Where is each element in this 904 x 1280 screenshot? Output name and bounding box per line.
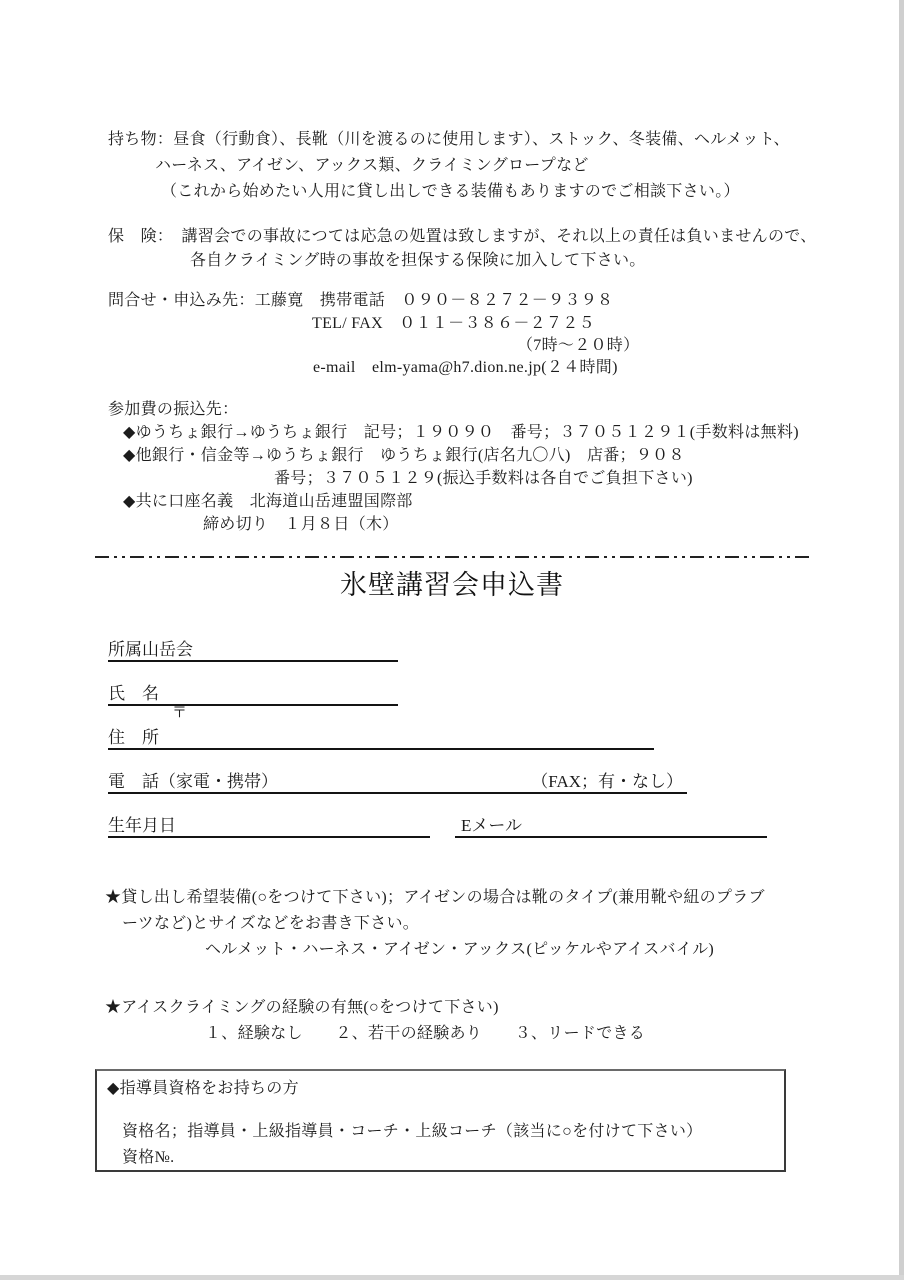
email-field-label: Eメール [461,816,523,835]
experience-heading: ★アイスクライミングの経験の有無(○をつけて下さい) [105,999,499,1016]
instructor-qualification-box [95,1069,786,1172]
contact-hours: （7時～２０時） [517,337,640,354]
experience-options[interactable]: １、経験なし ２、若干の経験あり ３、リードできる [205,1025,646,1042]
phone-field-label: 電 話（家電・携帯） [108,772,278,791]
name-field-label: 氏 名 [108,684,159,703]
insurance-line-1: 保 険： 講習会での事故につては応急の処置は致しますが、それ以上の責任は負いませんので、 [108,228,817,245]
form-title: 氷壁講習会申込書 [340,570,564,600]
payment-account-holder: ◆共に口座名義 北海道山岳連盟国際部 [123,493,413,510]
scan-edge-right [899,0,904,1280]
payment-line-3: 番号；３７０５１２９(振込手数料は各自でご負担下さい) [274,470,693,487]
insurance-line-2: 各自クライミング時の事故を担保する保険に加入して下さい。 [190,252,646,269]
equipment-line-2: ーツなど)とサイズなどをお書き下さい。 [122,915,420,932]
contact-email: e-mail elm-yama@h7.dion.ne.jp(２４時間) [313,359,618,376]
scan-edge-bottom [0,1275,904,1280]
phone-field[interactable] [108,772,687,794]
contact-line-1: 問合せ・申込み先：工藤寛 携帯電話 ０９０－８２７２－９３９８ [108,292,614,309]
club-field[interactable] [108,640,398,662]
equipment-choices[interactable]: ヘルメット・ハーネス・アイゼン・アックス(ピッケルやアイスバイル) [205,941,715,958]
name-field[interactable] [108,684,398,706]
address-field[interactable] [108,728,654,750]
club-field-label: 所属山岳会 [108,640,193,659]
payment-line-2: ◆他銀行・信金等→ゆうちょ銀行 ゆうちょ銀行(店名九〇八) 店番；９０８ [123,447,685,464]
payment-heading: 参加費の振込先： [108,401,239,418]
birthdate-field-label: 生年月日 [108,816,176,835]
belongings-line-2: ハーネス、アイゼン、アックス類、クライミングロープなど [155,157,589,174]
contact-tel-fax: TEL/ FAX ０１１－３８６－２７２５ [312,315,595,332]
belongings-line-3: （これから始めたい人用に貸し出しできる装備もありますのでご相談下さい。） [161,183,740,200]
dash-dot-separator [95,556,812,558]
payment-line-1: ◆ゆうちょ銀行→ゆうちょ銀行 記号；１９０９０ 番号；３７０５１２９１(手数料は無料) [123,424,799,441]
email-field[interactable] [455,816,767,838]
fax-option-label: （FAX；有・なし） [531,772,683,791]
qualification-name-options[interactable]: 資格名；指導員・上級指導員・コーチ・上級コーチ（該当に○を付けて下さい） [122,1123,703,1140]
qualification-number-label[interactable]: 資格№. [122,1149,175,1166]
instructor-box-heading: ◆指導員資格をお持ちの方 [107,1080,299,1097]
address-field-label: 住 所 [108,728,159,747]
belongings-line-1: 持ち物：昼食（行動食）、長靴（川を渡るのに使用します）、ストック、冬装備、ヘルメット、 [108,131,790,148]
postal-mark: 〒 [172,705,188,721]
birthdate-field[interactable] [108,816,430,838]
equipment-line-1: ★貸し出し希望装備(○をつけて下さい)；アイゼンの場合は靴のタイプ(兼用靴や紐のプラブ [105,889,765,906]
payment-deadline: 締め切り １月８日（木） [203,516,399,533]
